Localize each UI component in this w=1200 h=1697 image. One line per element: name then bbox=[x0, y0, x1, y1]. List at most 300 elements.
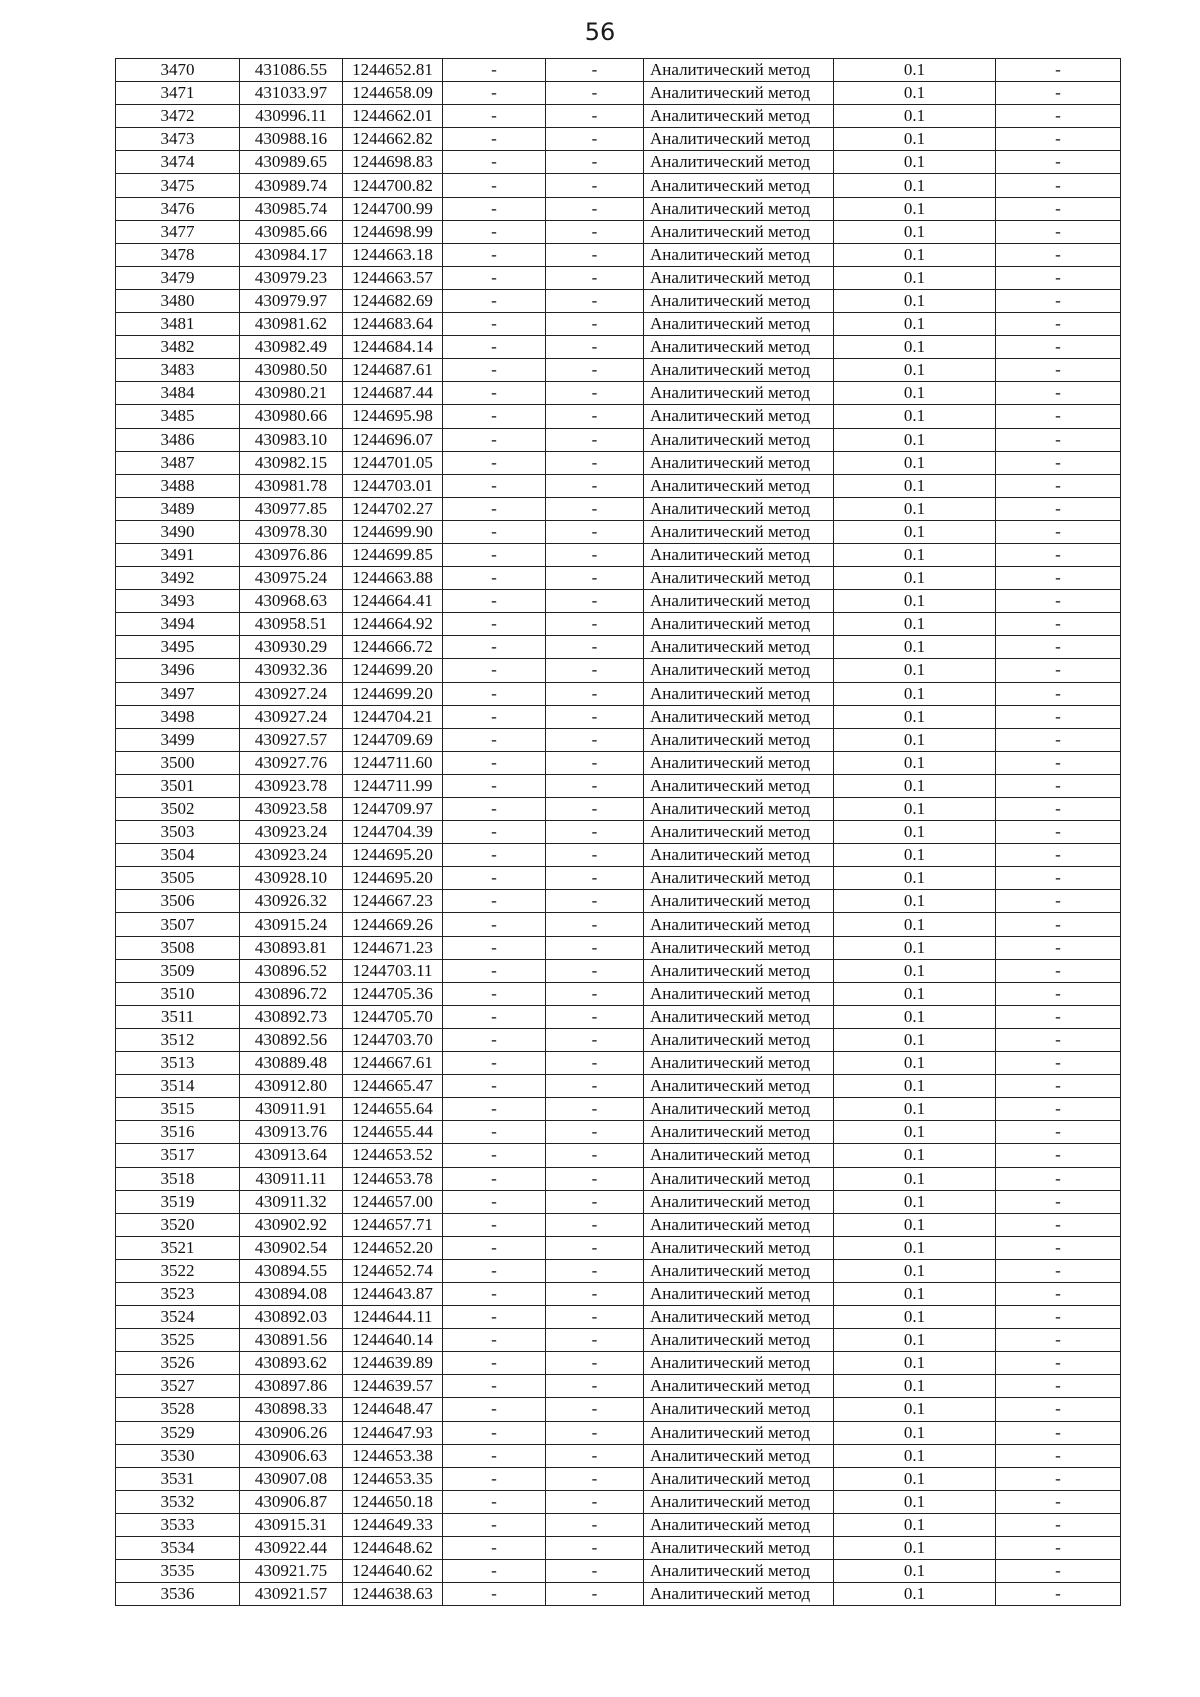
table-row bbox=[116, 474, 1121, 497]
method-cell: Аналитический метод bbox=[644, 567, 834, 590]
precision-cell: 0.1 bbox=[834, 798, 996, 821]
empty-dash-cell: - bbox=[996, 751, 1121, 774]
x-coordinate-cell: 430891.56 bbox=[240, 1329, 343, 1352]
empty-dash-cell: - bbox=[546, 382, 644, 405]
empty-dash-cell: - bbox=[546, 174, 644, 197]
method-cell: Аналитический метод bbox=[644, 751, 834, 774]
table-row bbox=[116, 982, 1121, 1005]
empty-dash-cell: - bbox=[996, 1329, 1121, 1352]
method-cell: Аналитический метод bbox=[644, 1352, 834, 1375]
precision-cell: 0.1 bbox=[834, 890, 996, 913]
table-row bbox=[116, 1352, 1121, 1375]
table-row bbox=[116, 1306, 1121, 1329]
x-coordinate-cell: 430958.51 bbox=[240, 613, 343, 636]
method-cell: Аналитический метод bbox=[644, 659, 834, 682]
empty-dash-cell: - bbox=[996, 1075, 1121, 1098]
precision-cell: 0.1 bbox=[834, 682, 996, 705]
table-row bbox=[116, 405, 1121, 428]
method-cell: Аналитический метод bbox=[644, 1190, 834, 1213]
precision-cell: 0.1 bbox=[834, 428, 996, 451]
table-row bbox=[116, 1421, 1121, 1444]
x-coordinate-cell: 430921.75 bbox=[240, 1560, 343, 1583]
y-coordinate-cell: 1244695.20 bbox=[343, 844, 443, 867]
x-coordinate-cell: 431086.55 bbox=[240, 59, 343, 82]
empty-dash-cell: - bbox=[546, 844, 644, 867]
table-row bbox=[116, 1467, 1121, 1490]
method-cell: Аналитический метод bbox=[644, 1560, 834, 1583]
y-coordinate-cell: 1244705.70 bbox=[343, 1005, 443, 1028]
empty-dash-cell: - bbox=[996, 1513, 1121, 1536]
y-coordinate-cell: 1244698.83 bbox=[343, 151, 443, 174]
empty-dash-cell: - bbox=[443, 1490, 546, 1513]
empty-dash-cell: - bbox=[996, 821, 1121, 844]
empty-dash-cell: - bbox=[996, 174, 1121, 197]
empty-dash-cell: - bbox=[996, 1560, 1121, 1583]
method-cell: Аналитический метод bbox=[644, 220, 834, 243]
empty-dash-cell: - bbox=[546, 774, 644, 797]
empty-dash-cell: - bbox=[996, 844, 1121, 867]
empty-dash-cell: - bbox=[546, 1537, 644, 1560]
precision-cell: 0.1 bbox=[834, 151, 996, 174]
empty-dash-cell: - bbox=[443, 382, 546, 405]
precision-cell: 0.1 bbox=[834, 82, 996, 105]
y-coordinate-cell: 1244648.62 bbox=[343, 1537, 443, 1560]
y-coordinate-cell: 1244669.26 bbox=[343, 913, 443, 936]
table-row bbox=[116, 1259, 1121, 1282]
empty-dash-cell: - bbox=[443, 1005, 546, 1028]
empty-dash-cell: - bbox=[443, 520, 546, 543]
point-number-cell: 3509 bbox=[116, 959, 240, 982]
empty-dash-cell: - bbox=[546, 1167, 644, 1190]
precision-cell: 0.1 bbox=[834, 1375, 996, 1398]
table-row bbox=[116, 590, 1121, 613]
empty-dash-cell: - bbox=[546, 1560, 644, 1583]
method-cell: Аналитический метод bbox=[644, 543, 834, 566]
precision-cell: 0.1 bbox=[834, 1329, 996, 1352]
empty-dash-cell: - bbox=[996, 959, 1121, 982]
x-coordinate-cell: 430922.44 bbox=[240, 1537, 343, 1560]
x-coordinate-cell: 430977.85 bbox=[240, 497, 343, 520]
empty-dash-cell: - bbox=[996, 1352, 1121, 1375]
table-row bbox=[116, 1398, 1121, 1421]
x-coordinate-cell: 430978.30 bbox=[240, 520, 343, 543]
table-row bbox=[116, 243, 1121, 266]
method-cell: Аналитический метод bbox=[644, 1537, 834, 1560]
precision-cell: 0.1 bbox=[834, 728, 996, 751]
precision-cell: 0.1 bbox=[834, 705, 996, 728]
empty-dash-cell: - bbox=[546, 543, 644, 566]
precision-cell: 0.1 bbox=[834, 128, 996, 151]
table-row bbox=[116, 1121, 1121, 1144]
point-number-cell: 3516 bbox=[116, 1121, 240, 1144]
method-cell: Аналитический метод bbox=[644, 1005, 834, 1028]
point-number-cell: 3520 bbox=[116, 1213, 240, 1236]
empty-dash-cell: - bbox=[443, 497, 546, 520]
x-coordinate-cell: 431033.97 bbox=[240, 82, 343, 105]
x-coordinate-cell: 430889.48 bbox=[240, 1052, 343, 1075]
method-cell: Аналитический метод bbox=[644, 936, 834, 959]
empty-dash-cell: - bbox=[996, 382, 1121, 405]
table-row bbox=[116, 751, 1121, 774]
precision-cell: 0.1 bbox=[834, 474, 996, 497]
y-coordinate-cell: 1244704.39 bbox=[343, 821, 443, 844]
method-cell: Аналитический метод bbox=[644, 82, 834, 105]
empty-dash-cell: - bbox=[996, 1467, 1121, 1490]
point-number-cell: 3484 bbox=[116, 382, 240, 405]
method-cell: Аналитический метод bbox=[644, 1052, 834, 1075]
empty-dash-cell: - bbox=[996, 520, 1121, 543]
empty-dash-cell: - bbox=[546, 890, 644, 913]
empty-dash-cell: - bbox=[546, 705, 644, 728]
table-row bbox=[116, 497, 1121, 520]
precision-cell: 0.1 bbox=[834, 520, 996, 543]
empty-dash-cell: - bbox=[443, 1028, 546, 1051]
empty-dash-cell: - bbox=[443, 636, 546, 659]
y-coordinate-cell: 1244684.14 bbox=[343, 336, 443, 359]
empty-dash-cell: - bbox=[546, 959, 644, 982]
table-row bbox=[116, 82, 1121, 105]
point-number-cell: 3501 bbox=[116, 774, 240, 797]
y-coordinate-cell: 1244649.33 bbox=[343, 1513, 443, 1536]
empty-dash-cell: - bbox=[996, 1537, 1121, 1560]
x-coordinate-cell: 430927.24 bbox=[240, 682, 343, 705]
empty-dash-cell: - bbox=[546, 659, 644, 682]
empty-dash-cell: - bbox=[546, 497, 644, 520]
empty-dash-cell: - bbox=[443, 197, 546, 220]
table-row bbox=[116, 1375, 1121, 1398]
y-coordinate-cell: 1244652.74 bbox=[343, 1259, 443, 1282]
empty-dash-cell: - bbox=[546, 59, 644, 82]
precision-cell: 0.1 bbox=[834, 1144, 996, 1167]
empty-dash-cell: - bbox=[996, 474, 1121, 497]
empty-dash-cell: - bbox=[443, 1375, 546, 1398]
empty-dash-cell: - bbox=[546, 1121, 644, 1144]
empty-dash-cell: - bbox=[996, 543, 1121, 566]
y-coordinate-cell: 1244663.57 bbox=[343, 266, 443, 289]
table-row bbox=[116, 1005, 1121, 1028]
empty-dash-cell: - bbox=[546, 128, 644, 151]
point-number-cell: 3470 bbox=[116, 59, 240, 82]
point-number-cell: 3529 bbox=[116, 1421, 240, 1444]
table-row bbox=[116, 1537, 1121, 1560]
table-row bbox=[116, 613, 1121, 636]
table-row bbox=[116, 197, 1121, 220]
empty-dash-cell: - bbox=[546, 798, 644, 821]
point-number-cell: 3533 bbox=[116, 1513, 240, 1536]
empty-dash-cell: - bbox=[996, 982, 1121, 1005]
empty-dash-cell: - bbox=[546, 1444, 644, 1467]
point-number-cell: 3473 bbox=[116, 128, 240, 151]
empty-dash-cell: - bbox=[996, 1028, 1121, 1051]
precision-cell: 0.1 bbox=[834, 1259, 996, 1282]
method-cell: Аналитический метод bbox=[644, 1121, 834, 1144]
y-coordinate-cell: 1244658.09 bbox=[343, 82, 443, 105]
empty-dash-cell: - bbox=[546, 405, 644, 428]
empty-dash-cell: - bbox=[443, 1306, 546, 1329]
x-coordinate-cell: 430928.10 bbox=[240, 867, 343, 890]
empty-dash-cell: - bbox=[546, 1467, 644, 1490]
y-coordinate-cell: 1244652.81 bbox=[343, 59, 443, 82]
precision-cell: 0.1 bbox=[834, 959, 996, 982]
point-number-cell: 3486 bbox=[116, 428, 240, 451]
y-coordinate-cell: 1244664.41 bbox=[343, 590, 443, 613]
empty-dash-cell: - bbox=[443, 1167, 546, 1190]
empty-dash-cell: - bbox=[546, 1075, 644, 1098]
method-cell: Аналитический метод bbox=[644, 1444, 834, 1467]
x-coordinate-cell: 430896.72 bbox=[240, 982, 343, 1005]
method-cell: Аналитический метод bbox=[644, 682, 834, 705]
precision-cell: 0.1 bbox=[834, 1513, 996, 1536]
point-number-cell: 3483 bbox=[116, 359, 240, 382]
point-number-cell: 3478 bbox=[116, 243, 240, 266]
empty-dash-cell: - bbox=[443, 1352, 546, 1375]
x-coordinate-cell: 430892.73 bbox=[240, 1005, 343, 1028]
empty-dash-cell: - bbox=[443, 1075, 546, 1098]
precision-cell: 0.1 bbox=[834, 1121, 996, 1144]
empty-dash-cell: - bbox=[996, 798, 1121, 821]
table-row bbox=[116, 1190, 1121, 1213]
method-cell: Аналитический метод bbox=[644, 289, 834, 312]
x-coordinate-cell: 430923.24 bbox=[240, 844, 343, 867]
y-coordinate-cell: 1244662.82 bbox=[343, 128, 443, 151]
empty-dash-cell: - bbox=[546, 520, 644, 543]
point-number-cell: 3492 bbox=[116, 567, 240, 590]
point-number-cell: 3488 bbox=[116, 474, 240, 497]
precision-cell: 0.1 bbox=[834, 1490, 996, 1513]
y-coordinate-cell: 1244702.27 bbox=[343, 497, 443, 520]
x-coordinate-cell: 430913.76 bbox=[240, 1121, 343, 1144]
precision-cell: 0.1 bbox=[834, 1028, 996, 1051]
x-coordinate-cell: 430898.33 bbox=[240, 1398, 343, 1421]
table-body bbox=[116, 59, 1121, 1606]
empty-dash-cell: - bbox=[546, 474, 644, 497]
empty-dash-cell: - bbox=[546, 220, 644, 243]
empty-dash-cell: - bbox=[443, 128, 546, 151]
empty-dash-cell: - bbox=[443, 590, 546, 613]
table-row bbox=[116, 1052, 1121, 1075]
x-coordinate-cell: 430921.57 bbox=[240, 1583, 343, 1606]
table-row bbox=[116, 798, 1121, 821]
x-coordinate-cell: 430980.21 bbox=[240, 382, 343, 405]
empty-dash-cell: - bbox=[996, 867, 1121, 890]
method-cell: Аналитический метод bbox=[644, 1467, 834, 1490]
empty-dash-cell: - bbox=[443, 567, 546, 590]
point-number-cell: 3532 bbox=[116, 1490, 240, 1513]
empty-dash-cell: - bbox=[996, 497, 1121, 520]
precision-cell: 0.1 bbox=[834, 243, 996, 266]
x-coordinate-cell: 430968.63 bbox=[240, 590, 343, 613]
point-number-cell: 3531 bbox=[116, 1467, 240, 1490]
empty-dash-cell: - bbox=[443, 1421, 546, 1444]
x-coordinate-cell: 430911.91 bbox=[240, 1098, 343, 1121]
precision-cell: 0.1 bbox=[834, 451, 996, 474]
empty-dash-cell: - bbox=[443, 982, 546, 1005]
point-number-cell: 3515 bbox=[116, 1098, 240, 1121]
empty-dash-cell: - bbox=[546, 151, 644, 174]
precision-cell: 0.1 bbox=[834, 220, 996, 243]
point-number-cell: 3487 bbox=[116, 451, 240, 474]
x-coordinate-cell: 430897.86 bbox=[240, 1375, 343, 1398]
precision-cell: 0.1 bbox=[834, 1306, 996, 1329]
precision-cell: 0.1 bbox=[834, 1282, 996, 1305]
x-coordinate-cell: 430982.49 bbox=[240, 336, 343, 359]
y-coordinate-cell: 1244640.14 bbox=[343, 1329, 443, 1352]
method-cell: Аналитический метод bbox=[644, 821, 834, 844]
point-number-cell: 3477 bbox=[116, 220, 240, 243]
point-number-cell: 3527 bbox=[116, 1375, 240, 1398]
y-coordinate-cell: 1244644.11 bbox=[343, 1306, 443, 1329]
x-coordinate-cell: 430979.23 bbox=[240, 266, 343, 289]
empty-dash-cell: - bbox=[996, 590, 1121, 613]
method-cell: Аналитический метод bbox=[644, 1490, 834, 1513]
y-coordinate-cell: 1244640.62 bbox=[343, 1560, 443, 1583]
table-row bbox=[116, 174, 1121, 197]
empty-dash-cell: - bbox=[443, 266, 546, 289]
x-coordinate-cell: 430902.54 bbox=[240, 1236, 343, 1259]
precision-cell: 0.1 bbox=[834, 567, 996, 590]
method-cell: Аналитический метод bbox=[644, 1236, 834, 1259]
precision-cell: 0.1 bbox=[834, 497, 996, 520]
empty-dash-cell: - bbox=[546, 359, 644, 382]
table-row bbox=[116, 359, 1121, 382]
empty-dash-cell: - bbox=[996, 1144, 1121, 1167]
empty-dash-cell: - bbox=[546, 1421, 644, 1444]
x-coordinate-cell: 430893.81 bbox=[240, 936, 343, 959]
empty-dash-cell: - bbox=[443, 959, 546, 982]
empty-dash-cell: - bbox=[546, 428, 644, 451]
method-cell: Аналитический метод bbox=[644, 1421, 834, 1444]
y-coordinate-cell: 1244699.90 bbox=[343, 520, 443, 543]
empty-dash-cell: - bbox=[996, 1282, 1121, 1305]
empty-dash-cell: - bbox=[996, 151, 1121, 174]
empty-dash-cell: - bbox=[546, 336, 644, 359]
method-cell: Аналитический метод bbox=[644, 1098, 834, 1121]
empty-dash-cell: - bbox=[546, 266, 644, 289]
empty-dash-cell: - bbox=[443, 821, 546, 844]
point-number-cell: 3485 bbox=[116, 405, 240, 428]
y-coordinate-cell: 1244699.20 bbox=[343, 682, 443, 705]
point-number-cell: 3474 bbox=[116, 151, 240, 174]
precision-cell: 0.1 bbox=[834, 1421, 996, 1444]
empty-dash-cell: - bbox=[996, 1098, 1121, 1121]
x-coordinate-cell: 430983.10 bbox=[240, 428, 343, 451]
precision-cell: 0.1 bbox=[834, 1190, 996, 1213]
precision-cell: 0.1 bbox=[834, 1075, 996, 1098]
method-cell: Аналитический метод bbox=[644, 1583, 834, 1606]
y-coordinate-cell: 1244703.01 bbox=[343, 474, 443, 497]
empty-dash-cell: - bbox=[996, 197, 1121, 220]
precision-cell: 0.1 bbox=[834, 289, 996, 312]
x-coordinate-cell: 430982.15 bbox=[240, 451, 343, 474]
empty-dash-cell: - bbox=[546, 636, 644, 659]
x-coordinate-cell: 430996.11 bbox=[240, 105, 343, 128]
empty-dash-cell: - bbox=[996, 243, 1121, 266]
x-coordinate-cell: 430989.74 bbox=[240, 174, 343, 197]
empty-dash-cell: - bbox=[546, 1513, 644, 1536]
y-coordinate-cell: 1244667.23 bbox=[343, 890, 443, 913]
empty-dash-cell: - bbox=[996, 705, 1121, 728]
precision-cell: 0.1 bbox=[834, 613, 996, 636]
empty-dash-cell: - bbox=[443, 336, 546, 359]
table-row bbox=[116, 636, 1121, 659]
y-coordinate-cell: 1244663.18 bbox=[343, 243, 443, 266]
x-coordinate-cell: 430893.62 bbox=[240, 1352, 343, 1375]
x-coordinate-cell: 430980.50 bbox=[240, 359, 343, 382]
y-coordinate-cell: 1244698.99 bbox=[343, 220, 443, 243]
method-cell: Аналитический метод bbox=[644, 1075, 834, 1098]
table-row bbox=[116, 1560, 1121, 1583]
empty-dash-cell: - bbox=[443, 1444, 546, 1467]
point-number-cell: 3513 bbox=[116, 1052, 240, 1075]
precision-cell: 0.1 bbox=[834, 844, 996, 867]
point-number-cell: 3495 bbox=[116, 636, 240, 659]
y-coordinate-cell: 1244653.35 bbox=[343, 1467, 443, 1490]
precision-cell: 0.1 bbox=[834, 266, 996, 289]
empty-dash-cell: - bbox=[443, 1583, 546, 1606]
empty-dash-cell: - bbox=[996, 567, 1121, 590]
empty-dash-cell: - bbox=[996, 289, 1121, 312]
empty-dash-cell: - bbox=[443, 867, 546, 890]
empty-dash-cell: - bbox=[996, 266, 1121, 289]
empty-dash-cell: - bbox=[443, 1121, 546, 1144]
point-number-cell: 3534 bbox=[116, 1537, 240, 1560]
empty-dash-cell: - bbox=[443, 1467, 546, 1490]
y-coordinate-cell: 1244648.47 bbox=[343, 1398, 443, 1421]
empty-dash-cell: - bbox=[546, 590, 644, 613]
coordinates-table bbox=[115, 58, 1121, 1606]
empty-dash-cell: - bbox=[443, 428, 546, 451]
empty-dash-cell: - bbox=[996, 1444, 1121, 1467]
method-cell: Аналитический метод bbox=[644, 1144, 834, 1167]
empty-dash-cell: - bbox=[996, 682, 1121, 705]
empty-dash-cell: - bbox=[996, 82, 1121, 105]
y-coordinate-cell: 1244683.64 bbox=[343, 313, 443, 336]
point-number-cell: 3505 bbox=[116, 867, 240, 890]
y-coordinate-cell: 1244655.44 bbox=[343, 1121, 443, 1144]
table-row bbox=[116, 728, 1121, 751]
table-row bbox=[116, 1282, 1121, 1305]
table-row bbox=[116, 313, 1121, 336]
x-coordinate-cell: 430927.57 bbox=[240, 728, 343, 751]
x-coordinate-cell: 430985.74 bbox=[240, 197, 343, 220]
table-row bbox=[116, 1144, 1121, 1167]
table-row bbox=[116, 336, 1121, 359]
y-coordinate-cell: 1244643.87 bbox=[343, 1282, 443, 1305]
point-number-cell: 3506 bbox=[116, 890, 240, 913]
method-cell: Аналитический метод bbox=[644, 197, 834, 220]
empty-dash-cell: - bbox=[546, 1098, 644, 1121]
empty-dash-cell: - bbox=[546, 1213, 644, 1236]
empty-dash-cell: - bbox=[996, 1421, 1121, 1444]
point-number-cell: 3522 bbox=[116, 1259, 240, 1282]
method-cell: Аналитический метод bbox=[644, 1398, 834, 1421]
y-coordinate-cell: 1244711.99 bbox=[343, 774, 443, 797]
method-cell: Аналитический метод bbox=[644, 728, 834, 751]
empty-dash-cell: - bbox=[996, 1306, 1121, 1329]
empty-dash-cell: - bbox=[443, 936, 546, 959]
method-cell: Аналитический метод bbox=[644, 705, 834, 728]
precision-cell: 0.1 bbox=[834, 1583, 996, 1606]
empty-dash-cell: - bbox=[996, 613, 1121, 636]
point-number-cell: 3494 bbox=[116, 613, 240, 636]
empty-dash-cell: - bbox=[443, 844, 546, 867]
method-cell: Аналитический метод bbox=[644, 1282, 834, 1305]
empty-dash-cell: - bbox=[996, 1005, 1121, 1028]
table-row bbox=[116, 821, 1121, 844]
empty-dash-cell: - bbox=[546, 567, 644, 590]
empty-dash-cell: - bbox=[546, 82, 644, 105]
x-coordinate-cell: 430911.11 bbox=[240, 1167, 343, 1190]
